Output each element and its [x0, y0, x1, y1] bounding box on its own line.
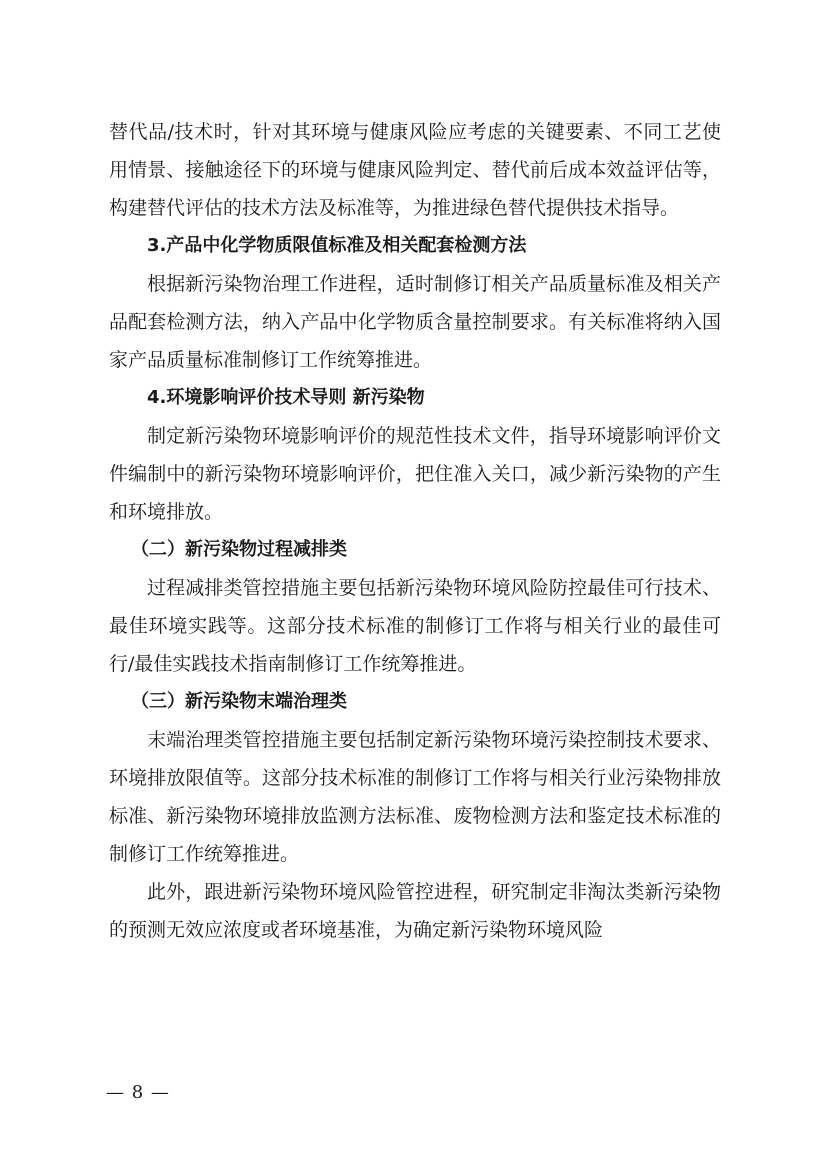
paragraph-6: 此外，跟进新污染物环境风险管控进程，研究制定非淘汰类新污染物的预测无效应浓度或者环境基准，为确定新污染物环境风险	[109, 881, 721, 941]
heading-4: 4.环境影响评价技术导则 新污染物	[147, 387, 425, 408]
paragraph-5: 末端治理类管控措施主要包括制定新污染物环境污染控制技术要求、环境排放限值等。这部分技术标准的制修订工作将与相关行业污染物排放标准、新污染物环境排放监测方法标准、废物检测方法和鉴定技术标准的制修订工作统筹推进。	[109, 729, 721, 865]
heading-3: 3.产品中化学物质限值标准及相关配套检测方法	[147, 235, 527, 256]
paragraph-4: 过程减排类管控措施主要包括新污染物环境风险防控最佳可行技术、最佳环境实践等。这部分技术标准的制修订工作将与相关行业的最佳可行/最佳实践技术指南制修订工作统筹推进。	[109, 577, 721, 675]
section-heading-3: （三）新污染物末端治理类	[131, 691, 347, 712]
paragraph-2: 根据新污染物治理工作进程，适时制修订相关产品质量标准及相关产品配套检测方法，纳入产品中化学物质含量控制要求。有关标准将纳入国家产品质量标准制修订工作统筹推进。	[109, 273, 721, 371]
paragraph-1: 替代品/技术时，针对其环境与健康风险应考虑的关键要素、不同工艺使用情景、接触途径下的环境与健康风险判定、替代前后成本效益评估等，构建替代评估的技术方法及标准等，为推进绿色替代提供技术指导。	[109, 121, 721, 219]
section-heading-2: （二）新污染物过程减排类	[131, 539, 347, 560]
paragraph-3: 制定新污染物环境影响评价的规范性技术文件，指导环境影响评价文件编制中的新污染物环境影响评价，把住准入关口，减少新污染物的产生和环境排放。	[109, 425, 721, 523]
page-number: — 8 —	[106, 1082, 170, 1103]
page-body	[109, 113, 721, 949]
